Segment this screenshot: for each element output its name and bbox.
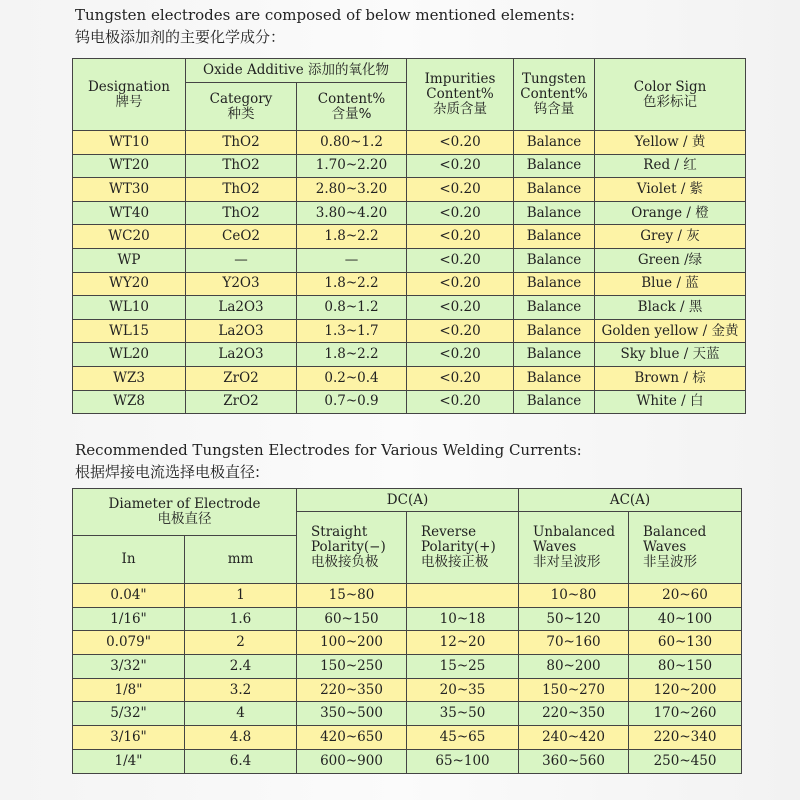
table-row [73,131,746,155]
header-diameter: Diameter of Electrode 电极直径 [73,489,297,536]
table-cell: 3/32" [73,655,185,679]
table-cell: ThO2 [186,201,297,225]
table-cell: 0.2~0.4 [297,366,407,390]
table-cell: <0.20 [407,366,514,390]
table-cell: 12~20 [407,631,519,655]
table1-caption-zh: 钨电极添加剂的主要化学成分： [75,28,286,46]
table-cell: Yellow / 黄 [595,131,746,155]
header-mm: mm [185,536,297,584]
table-row [73,366,746,390]
table-cell: <0.20 [407,343,514,367]
table-cell: 0.80~1.2 [297,131,407,155]
table-cell: 40~100 [629,607,742,631]
table-cell: Black / 黑 [595,296,746,320]
table-cell: Grey / 灰 [595,225,746,249]
table-cell: 45~65 [407,726,519,750]
table-cell: Balance [514,225,595,249]
table-cell: 3.80~4.20 [297,201,407,225]
table-cell: 120~200 [629,678,742,702]
table-row [73,296,746,320]
table-cell: ZrO2 [186,390,297,414]
table-cell: WL15 [73,319,186,343]
table-cell: CeO2 [186,225,297,249]
table-row [73,702,742,726]
table-cell: WT30 [73,178,186,202]
table-cell: 0.079" [73,631,185,655]
table-cell: ThO2 [186,178,297,202]
table-cell: 10~18 [407,607,519,631]
table-cell: <0.20 [407,201,514,225]
table-cell: Sky blue / 天蓝 [595,343,746,367]
table-cell: Balance [514,390,595,414]
table-row [73,607,742,631]
table-row [73,178,746,202]
table-cell: <0.20 [407,154,514,178]
table-cell: 6.4 [185,749,297,773]
table-cell: 1/4" [73,749,185,773]
table-cell: 50~120 [519,607,629,631]
table-cell: White / 白 [595,390,746,414]
table-cell: <0.20 [407,248,514,272]
table-cell: <0.20 [407,225,514,249]
header-ac: AC(A) [519,489,742,512]
table-cell: Red / 红 [595,154,746,178]
table-cell: La2O3 [186,319,297,343]
table-cell: WP [73,248,186,272]
table-row [73,678,742,702]
table-cell [407,584,519,608]
table-cell: 3.2 [185,678,297,702]
header-designation: Designation 牌号 [73,59,186,131]
table-cell: La2O3 [186,343,297,367]
header-dc: DC(A) [297,489,519,512]
table-cell: ZrO2 [186,366,297,390]
table-cell: ThO2 [186,154,297,178]
table-cell: Balance [514,296,595,320]
table-cell: WZ3 [73,366,186,390]
table-row [73,631,742,655]
table-cell: 1.8~2.2 [297,343,407,367]
table-cell: WL20 [73,343,186,367]
table-cell: 240~420 [519,726,629,750]
table-cell: Balance [514,366,595,390]
table-cell: 2.80~3.20 [297,178,407,202]
table-cell: 350~500 [297,702,407,726]
header-category: Category 种类 [186,83,297,131]
table-cell: 100~200 [297,631,407,655]
table-row [73,655,742,679]
table-cell: 220~350 [297,678,407,702]
table-cell: WY20 [73,272,186,296]
table-cell: 4.8 [185,726,297,750]
header-oxide-additive: Oxide Additive 添加的氧化物 [186,59,407,83]
table-cell: 420~650 [297,726,407,750]
table-cell: WC20 [73,225,186,249]
table-cell: ThO2 [186,131,297,155]
header-straight-polarity: Straight Polarity(−) 电极接负极 [297,512,407,584]
table-row [73,343,746,367]
table-cell: Brown / 棕 [595,366,746,390]
table-row [73,390,746,414]
table-cell: 1/16" [73,607,185,631]
table-cell: 70~160 [519,631,629,655]
table-cell: <0.20 [407,131,514,155]
table-cell: 80~150 [629,655,742,679]
table-cell: <0.20 [407,296,514,320]
header-impurities: Impurities Content% 杂质含量 [407,59,514,131]
table-row [73,248,746,272]
header-content: Content% 含量% [297,83,407,131]
table-cell: WT10 [73,131,186,155]
table-cell: Balance [514,154,595,178]
table-cell: 170~260 [629,702,742,726]
table-cell: 65~100 [407,749,519,773]
table2-caption-zh: 根据焊接电流选择电极直径: [75,463,261,481]
table-cell: <0.20 [407,272,514,296]
table-cell: 3/16" [73,726,185,750]
table-cell: 10~80 [519,584,629,608]
table-cell: 1.8~2.2 [297,272,407,296]
table-cell: 35~50 [407,702,519,726]
table-row [73,319,746,343]
table-cell: WT20 [73,154,186,178]
table-row [73,749,742,773]
table-row [73,154,746,178]
header-in: In [73,536,185,584]
header-reverse-polarity: Reverse Polarity(+) 电极接正极 [407,512,519,584]
header-unbalanced-waves: Unbalanced Waves 非对呈波形 [519,512,629,584]
table-cell: 0.04" [73,584,185,608]
table-cell: <0.20 [407,319,514,343]
table-cell: 150~270 [519,678,629,702]
table-cell: 600~900 [297,749,407,773]
table-cell: 60~130 [629,631,742,655]
table-cell: 20~60 [629,584,742,608]
table-cell: Balance [514,178,595,202]
table-cell: 15~25 [407,655,519,679]
table-cell: 4 [185,702,297,726]
table-cell: Balance [514,131,595,155]
table-cell: Balance [514,248,595,272]
table-cell: — [297,248,407,272]
table-cell: 60~150 [297,607,407,631]
table-row [73,201,746,225]
table2-caption-en: Recommended Tungsten Electrodes for Various Welding Currents: [75,441,582,459]
table-cell: 1.70~2.20 [297,154,407,178]
table-cell: 1.8~2.2 [297,225,407,249]
table-row [73,726,742,750]
table-cell: Blue / 蓝 [595,272,746,296]
table-cell: Orange / 橙 [595,201,746,225]
table-cell: 220~340 [629,726,742,750]
table-cell: WZ8 [73,390,186,414]
table-cell: <0.20 [407,390,514,414]
table-cell: 2 [185,631,297,655]
table1-caption-en: Tungsten electrodes are composed of below mentioned elements: [75,6,575,24]
table-cell: Golden yellow / 金黄 [595,319,746,343]
table-cell: — [186,248,297,272]
table-row [73,272,746,296]
header-color-sign: Color Sign 色彩标记 [595,59,746,131]
table-cell: 360~560 [519,749,629,773]
table-cell: 80~200 [519,655,629,679]
table-cell: 1 [185,584,297,608]
table-cell: 5/32" [73,702,185,726]
table-cell: 2.4 [185,655,297,679]
table-cell: <0.20 [407,178,514,202]
table-cell: Violet / 紫 [595,178,746,202]
table-cell: 150~250 [297,655,407,679]
table-cell: 0.7~0.9 [297,390,407,414]
table-cell: La2O3 [186,296,297,320]
table-cell: WT40 [73,201,186,225]
table-cell: Balance [514,343,595,367]
table-cell: 1/8" [73,678,185,702]
table-cell: WL10 [73,296,186,320]
table-cell: Y2O3 [186,272,297,296]
table-cell: 1.6 [185,607,297,631]
table-row [73,584,742,608]
table-cell: 0.8~1.2 [297,296,407,320]
table-cell: Balance [514,272,595,296]
table-cell: 220~350 [519,702,629,726]
header-balanced-waves: Balanced Waves 非呈波形 [629,512,742,584]
table-cell: 20~35 [407,678,519,702]
table-cell: Balance [514,201,595,225]
welding-current-table [72,488,742,774]
table-row [73,225,746,249]
table-cell: Green /绿 [595,248,746,272]
table-cell: 250~450 [629,749,742,773]
table-cell: 1.3~1.7 [297,319,407,343]
header-tungsten: Tungsten Content% 钨含量 [514,59,595,131]
electrode-composition-table [72,58,746,414]
table-cell: Balance [514,319,595,343]
table-cell: 15~80 [297,584,407,608]
